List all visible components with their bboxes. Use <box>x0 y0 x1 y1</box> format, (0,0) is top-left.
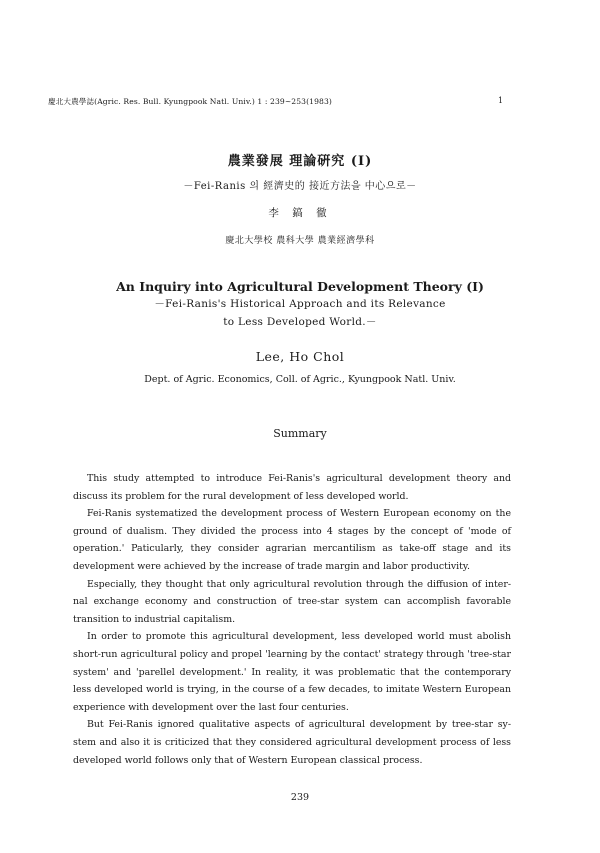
english-affiliation: Dept. of Agric. Economics, Coll. of Agric., Kyungpook Natl. Univ. <box>144 374 456 385</box>
summary-paragraph: Fei-Ranis systematized the development process of Western European economy on the ground of dualism. They divided the process into 4 stages by the concept of 'mode of operation.' Paticularly, they consider agrarian mercantilism as take-off stage and its development were achieved by the increase of trade margin and labor productivity. <box>73 508 511 572</box>
english-title: An Inquiry into Agricultural Development Theory (I) <box>116 279 484 294</box>
page-number-bottom: 239 <box>290 792 310 803</box>
summary-paragraph: Especially, they thought that only agricultural revolution through the diffusion of inter-nal exchange economy and construction of tree-star system can accomplish favorable transition to industrial capitalism. <box>73 578 511 625</box>
korean-affiliation: 慶北大學校 農科大學 農業經濟學科 <box>225 236 375 246</box>
summary-heading: Summary <box>273 427 327 440</box>
english-subtitle-line2: to Less Developed World.－ <box>223 316 377 328</box>
summary-paragraph: This study attempted to introduce Fei-Ranis's agricultural development theory and discuss its problem for the rural development of less developed world. <box>73 473 511 502</box>
summary-paragraph: But Fei-Ranis ignored qualitative aspects of agricultural development by tree-star sy-stem and also it is criticized that they considered agricultural development process of less developed world follows only that of Western European classical process. <box>73 719 511 766</box>
english-subtitle-line1: －Fei-Ranis's Historical Approach and its Relevance <box>154 298 446 310</box>
summary-paragraph: In order to promote this agricultural development, less developed world must abolish short-run agricultural policy and propel 'learning by the contact' strategy through 'tree-star system' and 'parellel development.' In reality, it was problematic that the contemporary less developed world is trying, in the course of a few decades, to imitate Western European experience with development over the last four centuries. <box>73 631 511 713</box>
english-author: Lee, Ho Chol <box>255 349 345 364</box>
running-head: 慶北大農學誌(Agric. Res. Bull. Kyungpook Natl. Univ.) 1 : 239~253(1983) <box>48 97 332 106</box>
page-number-top: 1 <box>498 96 504 105</box>
korean-author: 李 鎬 徹 <box>268 207 332 219</box>
summary-body <box>73 470 511 769</box>
korean-subtitle: －Fei-Ranis 의 經濟史的 接近方法을 中心으로－ <box>183 181 417 192</box>
korean-title: 農業發展 理論硏究 (I) <box>227 154 373 169</box>
